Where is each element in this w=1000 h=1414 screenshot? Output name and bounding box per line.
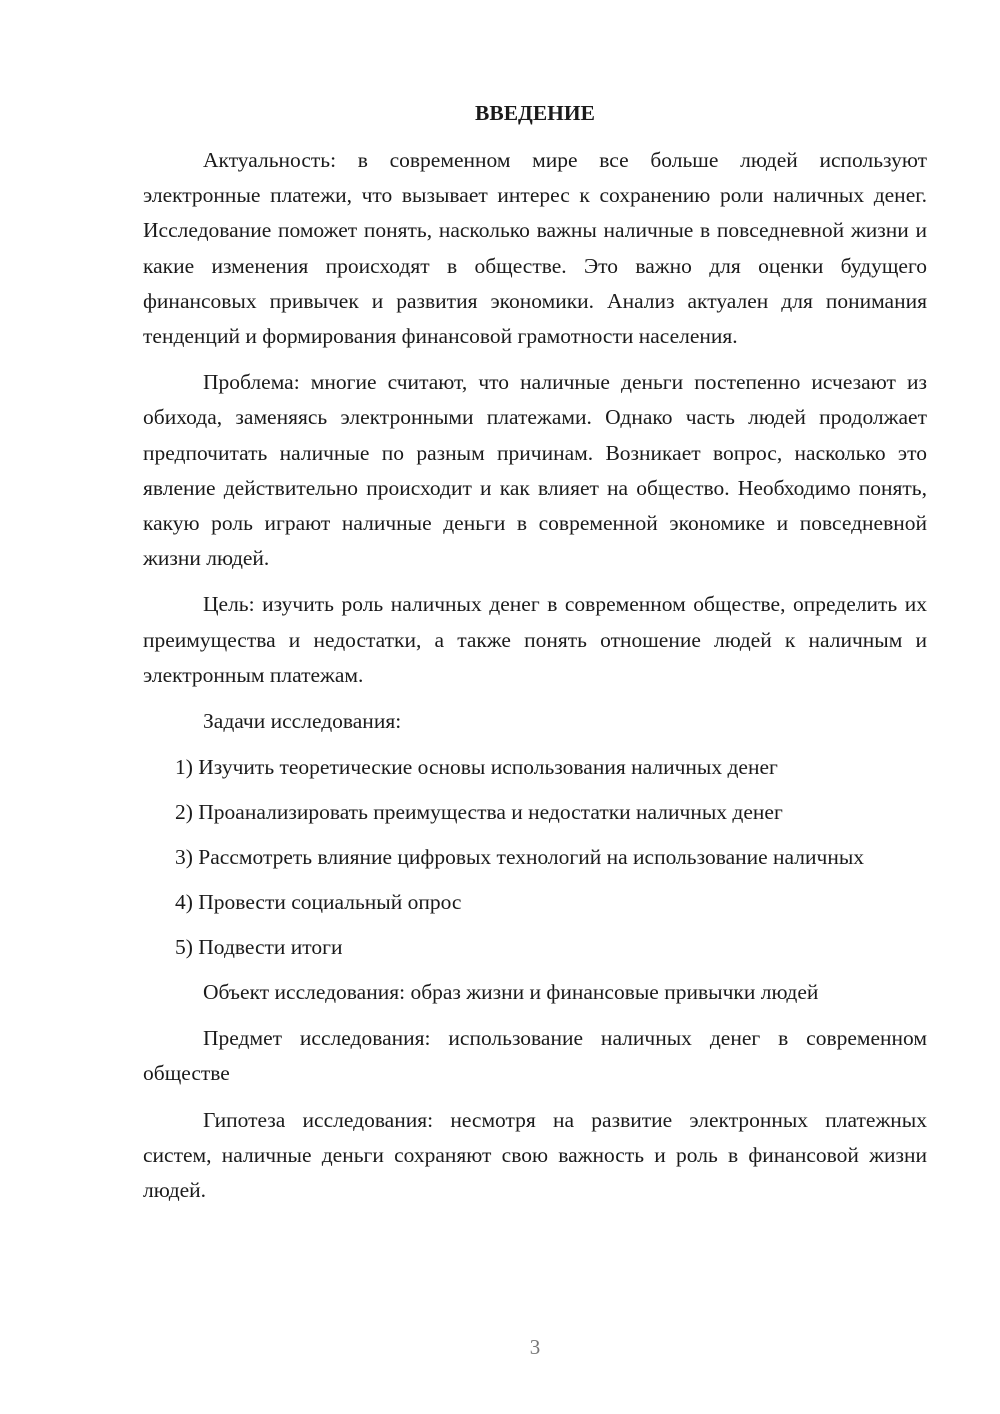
paragraph-subject: Предмет исследования: использование наличных денег в современном обществе: [143, 1026, 927, 1086]
paragraph-object: Объект исследования: образ жизни и финансовые привычки людей: [203, 980, 819, 1005]
tasks-heading: Задачи исследования:: [203, 709, 402, 734]
task-item-2: 2) Проанализировать преимущества и недостатки наличных денег: [175, 800, 783, 825]
task-item-5: 5) Подвести итоги: [175, 935, 343, 960]
paragraph-hypothesis: Гипотеза исследования: несмотря на развитие электронных платежных систем, наличные деньги сохраняют свою важность и роль в финансовой жизни людей.: [143, 1107, 927, 1203]
paragraph-problem: Проблема: многие считают, что наличные деньги постепенно исчезают из обихода, заменяясь электронными платежами. Однако часть людей продолжает предпочитать наличные по разным причинам. Возникает вопрос, насколько это явление действительно происходит и как влияет на общество. Необходимо понять, какую роль играют наличные деньги в современной экономике и повседневной жизни людей.: [143, 370, 927, 571]
paragraph-goal: Цель: изучить роль наличных денег в современном обществе, определить их преимущества и недостатки, а также понять отношение людей к наличным и электронным платежам.: [143, 592, 927, 687]
task-item-3: 3) Рассмотреть влияние цифровых технологий на использование наличных: [175, 845, 865, 870]
section-title: ВВЕДЕНИЕ: [475, 101, 595, 125]
task-item-4: 4) Провести социальный опрос: [175, 890, 462, 915]
page-number: 3: [529, 1335, 541, 1359]
paragraph-relevance: Актуальность: в современном мире все больше людей используют электронные платежи, что вызывает интерес к сохранению роли наличных денег. Исследование поможет понять, насколько важны наличные в повседневной жизни и какие изменения происходят в обществе. Это важно для оценки будущего финансовых привычек и развития экономики. Анализ актуален для понимания тенденций и формирования финансовой грамотности населения.: [143, 148, 927, 349]
tasks-list: [143, 750, 927, 965]
page-content: [143, 96, 927, 1219]
task-item-1: 1) Изучить теоретические основы использования наличных денег: [175, 755, 778, 780]
